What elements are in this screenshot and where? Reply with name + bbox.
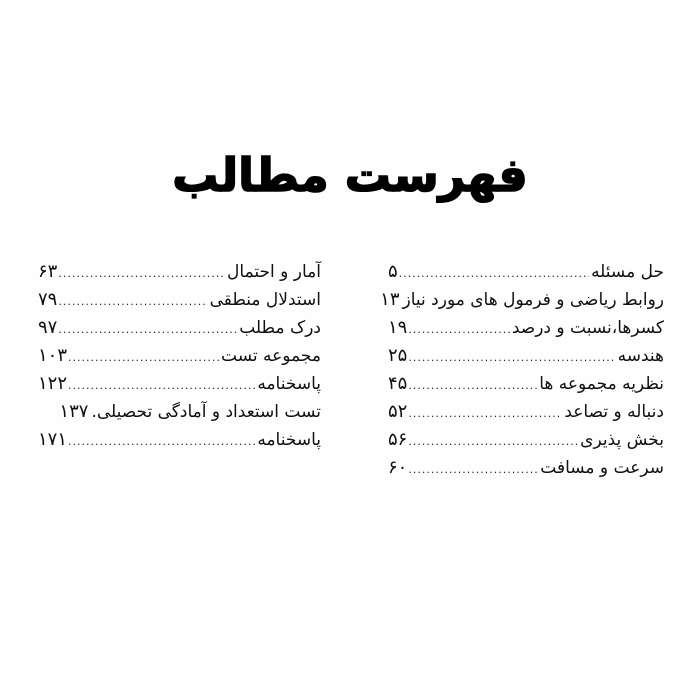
toc-entry — [388, 342, 664, 370]
toc-entry-page: ۲۵ — [388, 345, 408, 366]
toc-column-left — [38, 258, 321, 454]
toc-entry-title: کسرها،نسبت و درصد — [511, 318, 664, 338]
toc-entry — [38, 258, 321, 286]
toc-entry-page: ۹۷ — [38, 317, 58, 338]
toc-entry-page: ۷۹ — [38, 289, 58, 310]
toc-entry-title: حل مسئله — [591, 262, 664, 282]
toc-entry-title: آمار و احتمال — [227, 262, 321, 282]
toc-entry-page: ۱۲۲ — [38, 373, 68, 394]
dot-leader — [408, 316, 510, 344]
toc-entry-title: تست استعداد و آمادگی تحصیلی. — [91, 402, 321, 422]
dot-leader — [408, 372, 537, 400]
toc-entry — [388, 370, 664, 398]
toc-entry-page: ۵ — [388, 261, 398, 282]
dot-leader — [408, 428, 578, 456]
toc-entry — [38, 398, 321, 426]
toc-entry — [380, 286, 664, 314]
dot-leader — [408, 400, 562, 428]
toc-entry — [38, 342, 321, 370]
toc-entry-title: پاسخنامه — [257, 430, 321, 450]
toc-entry-title: روابط ریاضی و فرمول های مورد نیاز — [402, 290, 664, 310]
toc-entry — [388, 258, 664, 286]
toc-entry-page: ۶۳ — [38, 261, 58, 282]
toc-entry-title: بخش پذیری — [580, 430, 664, 450]
dot-leader — [399, 260, 589, 288]
dot-leader — [58, 316, 237, 344]
toc-entry-page: ۶۰ — [388, 457, 408, 478]
toc-entry — [388, 314, 664, 342]
toc-entry-title: پاسخنامه — [257, 374, 321, 394]
toc-entry-page: ۵۲ — [388, 401, 408, 422]
toc-entry-page: ۱۹ — [388, 317, 408, 338]
toc-entry-page: ۵۶ — [388, 429, 408, 450]
dot-leader — [58, 260, 225, 288]
toc-entry-page: ۱۳ — [380, 289, 400, 310]
toc-entry — [388, 398, 664, 426]
toc-entry — [38, 314, 321, 342]
toc-entry-page: ۱۰۳ — [38, 345, 68, 366]
toc-entry-title: هندسه — [617, 346, 664, 366]
dot-leader — [68, 428, 255, 456]
toc-entry — [388, 426, 664, 454]
toc-entry-page: ۱۳۷ — [59, 401, 89, 422]
toc-entry-title: سرعت و مسافت — [540, 458, 664, 478]
toc-entry-title: نظریه مجموعه ها — [539, 374, 664, 394]
toc-entry — [388, 454, 664, 482]
toc-entry-title: مجموعه تست — [221, 346, 321, 366]
toc-entry — [38, 426, 321, 454]
dot-leader — [68, 344, 219, 372]
toc-column-right — [380, 258, 664, 482]
toc-entry — [38, 286, 321, 314]
dot-leader — [68, 372, 255, 400]
toc-entry-page: ۴۵ — [388, 373, 408, 394]
toc-entry-title: استدلال منطقی — [209, 290, 321, 310]
toc-entry — [38, 370, 321, 398]
dot-leader — [408, 344, 615, 372]
toc-entry-title: درک مطلب — [239, 318, 321, 338]
dot-leader — [408, 456, 538, 484]
toc-entry-page: ۱۷۱ — [38, 429, 68, 450]
toc-entry-title: دنباله و تصاعد — [564, 402, 664, 422]
page-title: فهرست مطالب — [172, 148, 528, 202]
dot-leader — [58, 288, 207, 316]
